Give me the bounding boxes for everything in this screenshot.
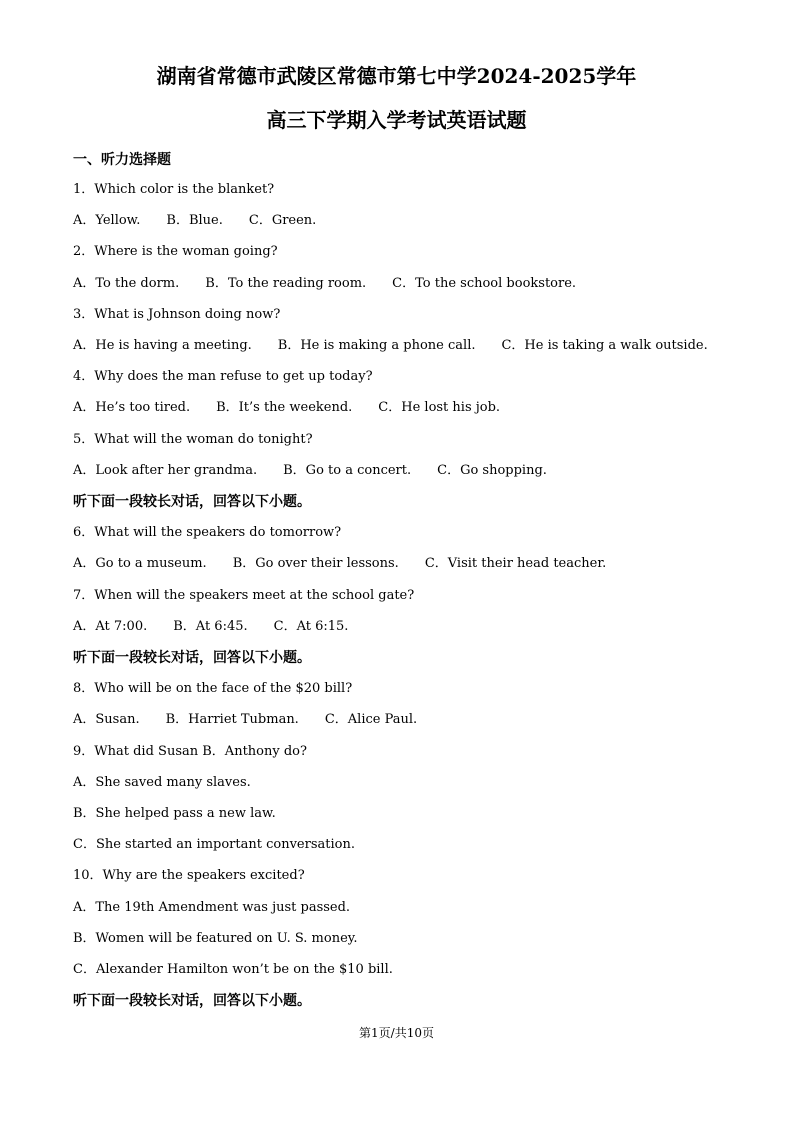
exam-title-line-1: 湖南省常德市武陵区常德市第七中学2024-2025学年 (156, 64, 637, 88)
option-a: A．Yellow. (73, 213, 141, 228)
option-b: B．Harriet Tubman. (165, 712, 299, 727)
option-b: B．Go over their lessons. (232, 556, 399, 571)
question-10-option-b: B．Women will be featured on U. S. money. (73, 931, 358, 946)
option-a: A．At 7:00. (73, 619, 148, 634)
question-5-options (73, 462, 547, 480)
question-10-option-a: A．The 19th Amendment was just passed. (73, 900, 351, 915)
question-9-option-a: A．She saved many slaves. (73, 775, 251, 790)
page-number: 第1页/共10页 (359, 1026, 434, 1040)
option-a: A．He’s too tired. (73, 400, 191, 415)
option-b: B．At 6:45. (173, 619, 248, 634)
question-3: 3．What is Johnson doing now? (73, 307, 281, 322)
option-a: A．Go to a museum. (73, 556, 207, 571)
option-a: A．Susan. (73, 712, 140, 727)
option-c: C．Green. (248, 213, 317, 228)
option-c: C．Alice Paul. (324, 712, 418, 727)
instruction-1: 听下面一段较长对话，回答以下小题。 (73, 494, 311, 510)
option-a: A．Look after her grandma. (73, 463, 258, 478)
question-4: 4．Why does the man refuse to get up today? (73, 369, 373, 384)
question-1-options (73, 212, 316, 230)
question-10-option-c: C．Alexander Hamilton won’t be on the $10 bill. (73, 962, 393, 977)
option-c: C．To the school bookstore. (392, 276, 577, 291)
question-5: 5．What will the woman do tonight? (73, 432, 313, 447)
exam-title-line-2: 高三下学期入学考试英语试题 (266, 108, 527, 132)
section-heading: 一、听力选择题 (73, 152, 171, 168)
option-b: B．To the reading room. (205, 276, 367, 291)
question-10: 10．Why are the speakers excited? (73, 868, 305, 883)
option-a: A．To the dorm. (73, 276, 180, 291)
instruction-3: 听下面一段较长对话，回答以下小题。 (73, 993, 311, 1009)
option-b: B．It’s the weekend. (216, 400, 353, 415)
question-7-options (73, 618, 348, 636)
question-3-options (73, 337, 708, 355)
option-c: C．He is taking a walk outside. (501, 338, 708, 353)
option-b: B．Go to a concert. (283, 463, 412, 478)
question-8: 8．Who will be on the face of the $20 bill? (73, 681, 353, 696)
question-6: 6．What will the speakers do tomorrow? (73, 525, 342, 540)
question-2-options (73, 275, 576, 293)
instruction-2: 听下面一段较长对话，回答以下小题。 (73, 650, 311, 666)
question-4-options (73, 399, 500, 417)
question-1: 1．Which color is the blanket? (73, 182, 275, 197)
question-2: 2．Where is the woman going? (73, 244, 278, 259)
option-c: C．Visit their head teacher. (424, 556, 607, 571)
question-6-options (73, 555, 606, 573)
option-b: B．He is making a phone call. (277, 338, 476, 353)
question-7: 7．When will the speakers meet at the school gate? (73, 588, 415, 603)
question-9: 9．What did Susan B．Anthony do? (73, 744, 307, 759)
option-c: C．Go shopping. (437, 463, 547, 478)
option-c: C．At 6:15. (273, 619, 349, 634)
question-8-options (73, 711, 417, 729)
question-9-option-b: B．She helped pass a new law. (73, 806, 276, 821)
option-b: B．Blue. (166, 213, 223, 228)
option-a: A．He is having a meeting. (73, 338, 252, 353)
question-9-option-c: C．She started an important conversation. (73, 837, 355, 852)
option-c: C．He lost his job. (378, 400, 501, 415)
